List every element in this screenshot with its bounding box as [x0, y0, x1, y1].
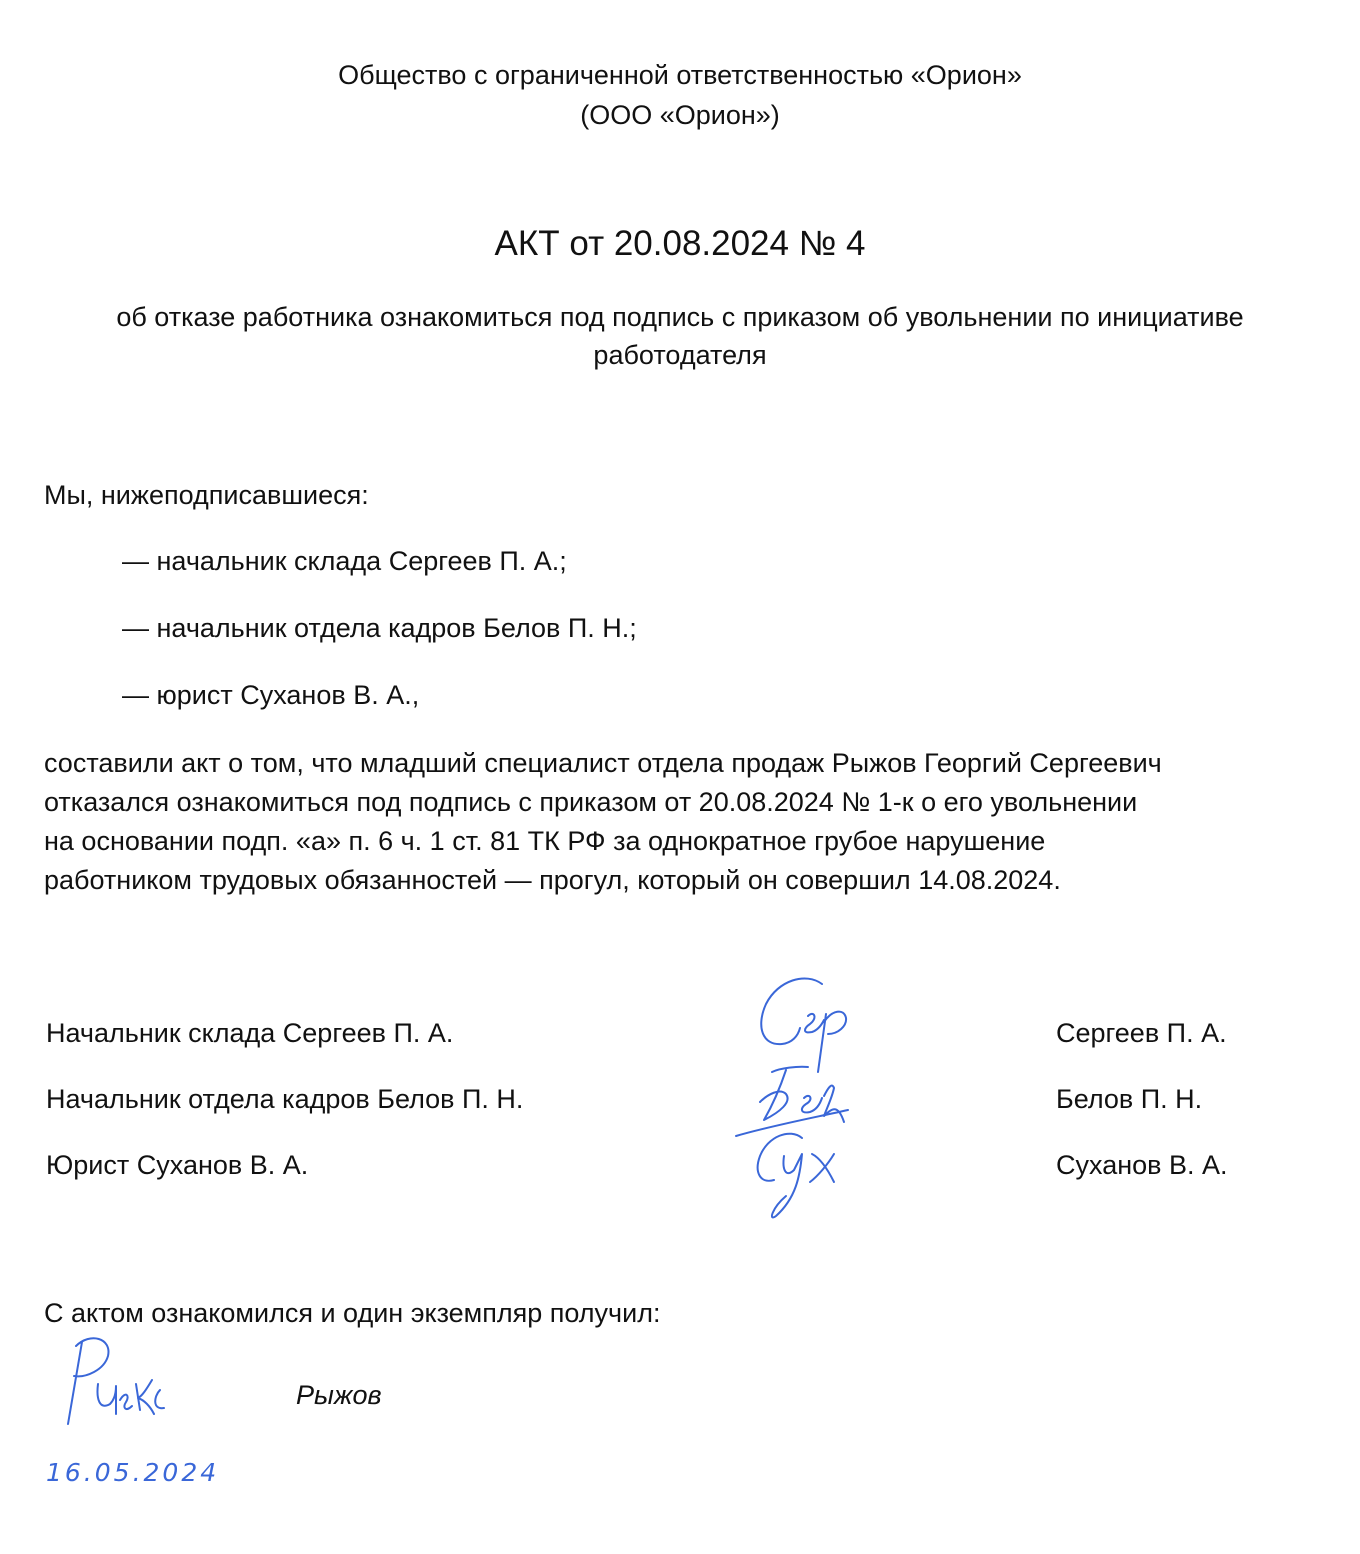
- acknowledgement-name: Рыжов: [296, 1380, 382, 1410]
- signature-belov: [736, 1067, 848, 1136]
- document-title: АКТ от 20.08.2024 № 4: [494, 224, 866, 263]
- body-line: работником трудовых обязанностей — прогул, который он совершил 14.08.2024.: [44, 865, 1061, 895]
- signer-position: Начальник отдела кадров Белов П. Н.: [46, 1084, 524, 1114]
- organization-short-name: (ООО «Орион»): [580, 100, 780, 130]
- body-line: отказался ознакомиться под подпись с приказом от 20.08.2024 № 1-к о его увольнении: [44, 787, 1138, 817]
- member-item: — начальник отдела кадров Белов П. Н.;: [122, 613, 637, 643]
- document-subtitle: [40, 298, 1320, 374]
- signer-name: Сергеев П. А.: [1056, 1018, 1227, 1048]
- signature-ryzhov: [56, 1330, 186, 1430]
- signature-sergeev: [761, 978, 846, 1072]
- intro-text: Мы, нижеподписавшиеся:: [44, 480, 369, 510]
- body-line: на основании подп. «а» п. 6 ч. 1 ст. 81 ТК РФ за однократное грубое нарушение: [44, 826, 1046, 856]
- acknowledgement-date: 16.05.2024: [46, 1458, 220, 1487]
- signer-position: Юрист Суханов В. А.: [46, 1150, 309, 1180]
- subtitle-line: работодателя: [593, 340, 767, 370]
- member-item: — начальник склада Сергеев П. А.;: [122, 546, 567, 576]
- signer-position: Начальник склада Сергеев П. А.: [46, 1018, 454, 1048]
- signer-name: Белов П. Н.: [1056, 1084, 1203, 1114]
- member-item: — юрист Суханов В. А.,: [122, 680, 420, 710]
- handwritten-signatures-image: [720, 970, 880, 1230]
- organization-full-name: Общество с ограниченной ответственностью «Орион»: [338, 60, 1022, 90]
- acknowledgement-text: С актом ознакомился и один экземпляр получил:: [44, 1298, 661, 1328]
- body-paragraph: [44, 744, 1334, 900]
- signature-sukhanov: [758, 1134, 834, 1218]
- signer-name: Суханов В. А.: [1056, 1150, 1228, 1180]
- body-line: составили акт о том, что младший специалист отдела продаж Рыжов Георгий Сергеевич: [44, 748, 1162, 778]
- subtitle-line: об отказе работника ознакомиться под подпись с приказом об увольнении по инициативе: [116, 302, 1244, 332]
